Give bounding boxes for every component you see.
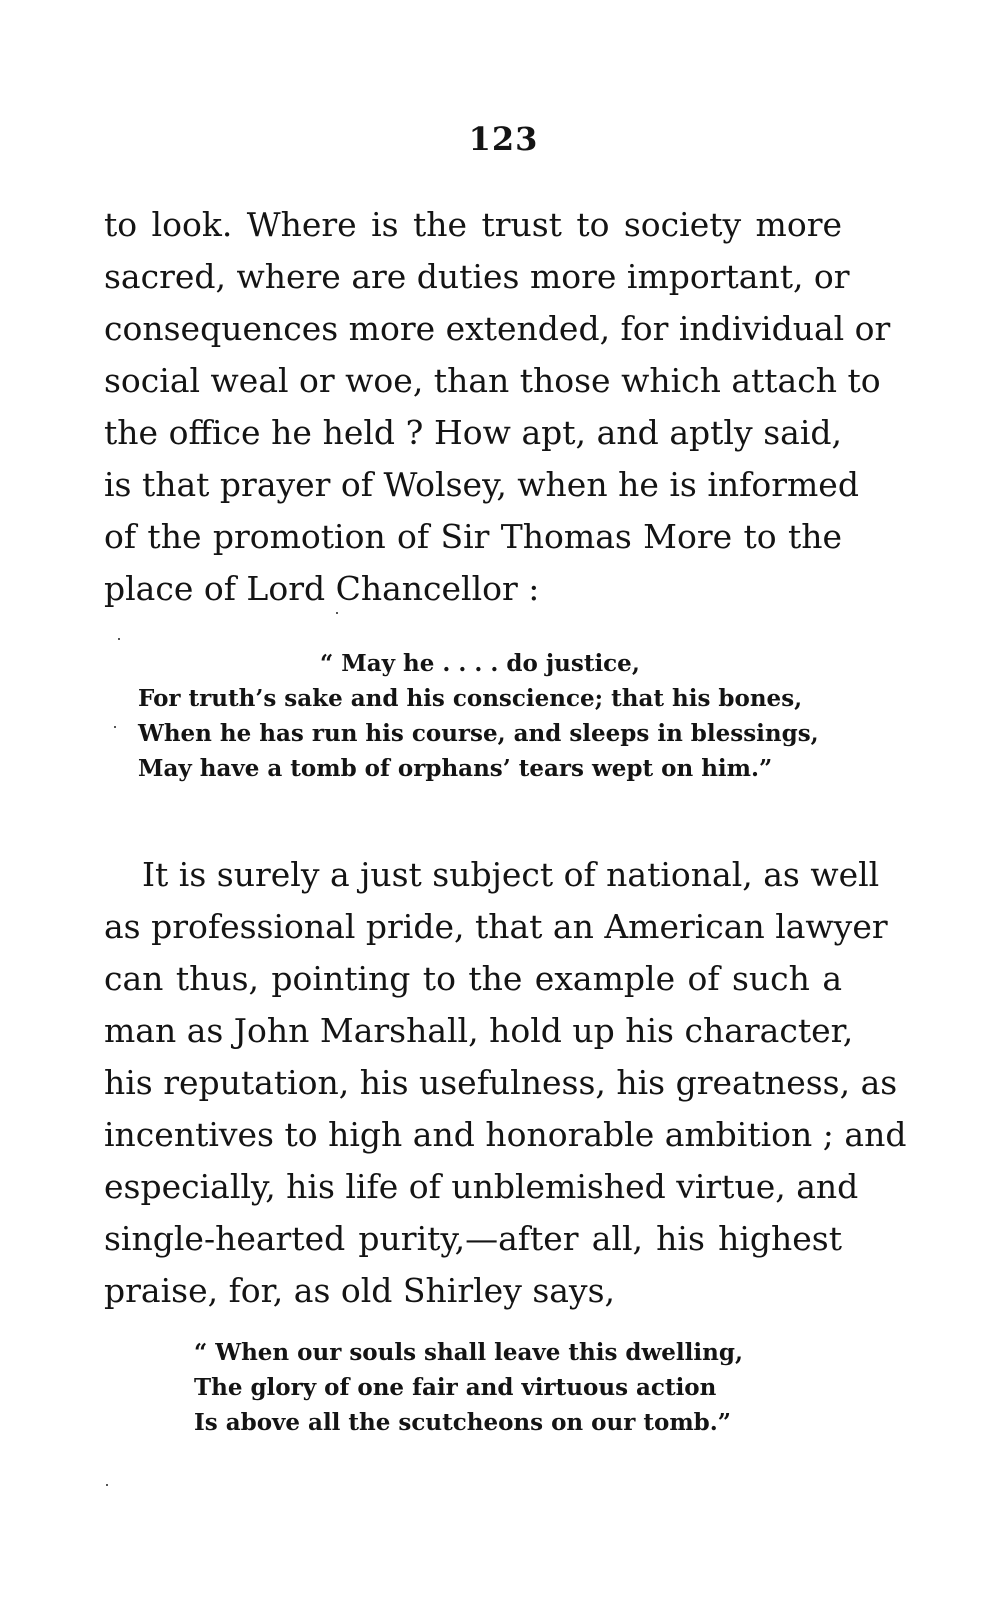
text-line: his reputation, his usefulness, his greatness, as [104,1063,898,1102]
text-line: to look. Where is the trust to society more [104,205,842,244]
text-line: consequences more extended, for individual or [104,309,891,348]
paragraph-2 [104,849,907,1317]
text-line: single-hearted purity,—after all, his highest [104,1219,842,1258]
verse-line: May have a tomb of orphans’ tears wept on him.” [138,755,773,782]
verse-quote-wolsey [138,646,819,786]
verse-line: “ May he . . . . do justice, [320,650,640,677]
text-line: sacred, where are duties more important, or [104,257,850,296]
verse-line: When he has run his course, and sleeps in blessings, [138,720,819,747]
page-number: 123 [468,120,539,158]
text-line: as professional pride, that an American lawyer [104,907,888,946]
verse-line: The glory of one fair and virtuous action [194,1374,717,1401]
text-line: social weal or woe, than those which attach to [104,361,881,400]
text-line: praise, for, as old Shirley says, [104,1271,616,1310]
scan-speck [118,638,120,640]
verse-line: Is above all the scutcheons on our tomb.” [194,1409,731,1436]
text-line: It is surely a just subject of national, as well [142,855,880,894]
verse-line: “ When our souls shall leave this dwelling, [194,1339,743,1366]
scan-speck [336,612,338,614]
text-line: man as John Marshall, hold up his character, [104,1011,854,1050]
scan-speck [106,1484,108,1486]
verse-line: For truth’s sake and his conscience; that his bones, [138,685,803,712]
verse-quote-shirley [194,1335,754,1440]
text-line: incentives to high and honorable ambition ; and [104,1115,907,1154]
text-line: of the promotion of Sir Thomas More to the [104,517,842,556]
text-line: can thus, pointing to the example of such a [104,959,842,998]
text-line: the office he held ? How apt, and aptly said, [104,413,842,452]
paragraph-1 [104,199,891,615]
text-line: especially, his life of unblemished virtue, and [104,1167,859,1206]
text-line: place of Lord Chancellor : [104,569,540,608]
scan-speck [114,726,116,728]
text-line: is that prayer of Wolsey, when he is informed [104,465,859,504]
